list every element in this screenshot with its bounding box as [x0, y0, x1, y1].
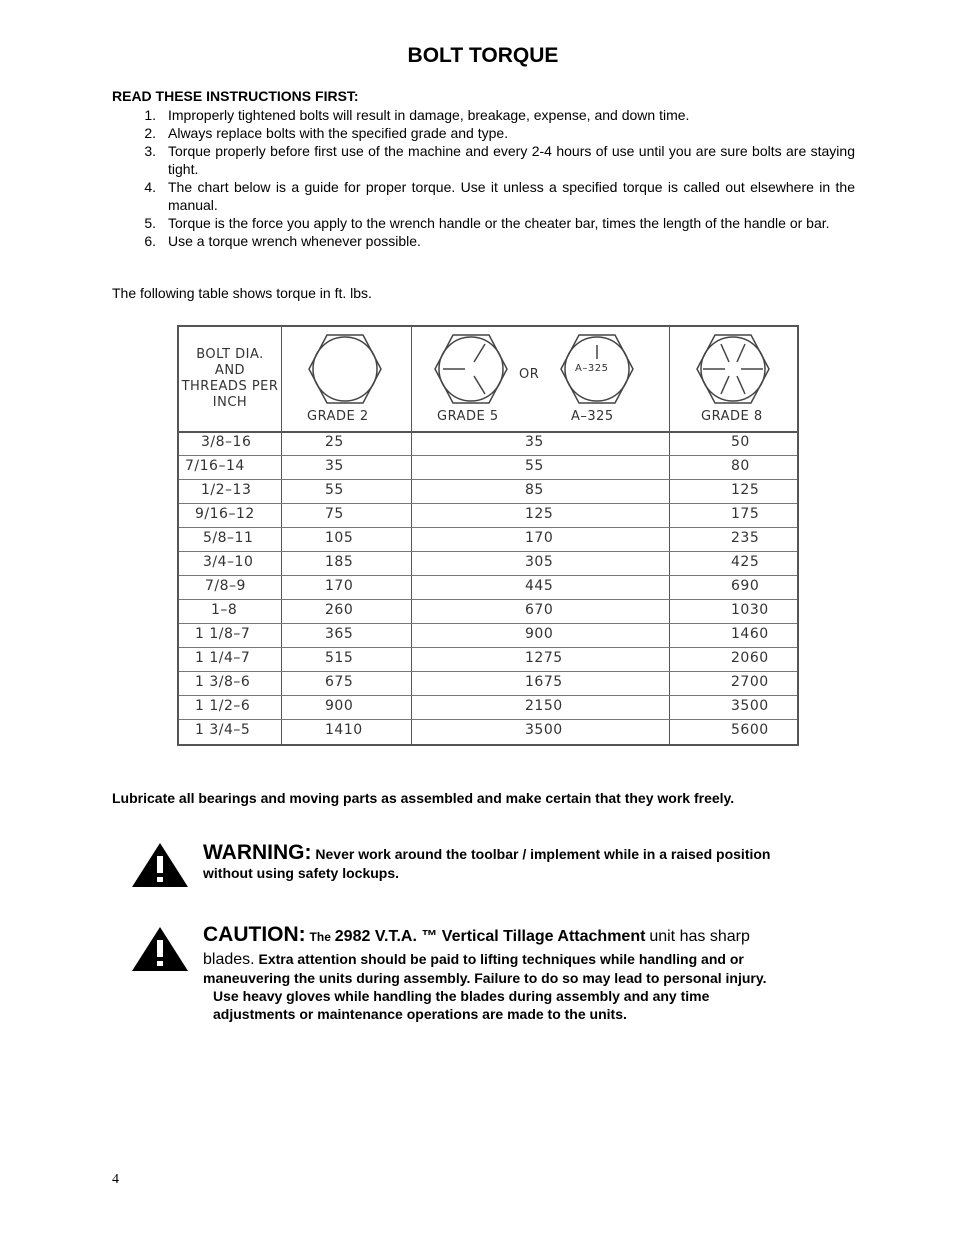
table-header-row [179, 327, 797, 433]
table-row: 9/16–12 75 125 175 [179, 503, 797, 528]
warning-text: Never work around the toolbar / implement while in a raised position [315, 846, 771, 862]
page-number: 4 [112, 1172, 119, 1187]
header-a325: A–325 [571, 409, 614, 424]
torque-table [177, 325, 799, 746]
header-grade2: GRADE 2 [307, 409, 369, 424]
item-text: The chart below is a guide for proper torque. Use it unless a specified torque is called out elsewhere in the manual. [168, 179, 855, 213]
caution-text: Extra attention should be paid to lifting techniques while handling and or [258, 951, 744, 967]
table-row: 1 3/4–5 1410 3500 5600 [195, 722, 769, 738]
item-number: 4. [144, 179, 156, 195]
caution-block [203, 922, 863, 1023]
warning-triangle-icon [131, 842, 189, 888]
table-row: 3/8–16 25 35 50 [179, 431, 797, 456]
table-row: 5/8–11 105 170 235 [179, 527, 797, 552]
header-or: OR [519, 367, 540, 382]
table-intro: The following table shows torque in ft. lbs. [112, 285, 372, 301]
caution-blades: blades. [203, 951, 255, 968]
item-number: 3. [144, 143, 156, 159]
item-number: 6. [144, 233, 156, 249]
item-text: Improperly tightened bolts will result in damage, breakage, expense, and down time. [168, 107, 690, 123]
list-item [112, 142, 855, 178]
item-text: Use a torque wrench whenever possible. [168, 233, 421, 249]
warning-text: without using safety lockups. [203, 865, 400, 881]
table-row: 7/16–14 35 55 80 [179, 455, 797, 480]
item-number: 1. [144, 107, 156, 123]
caution-label: CAUTION: [203, 923, 306, 946]
list-item [112, 232, 855, 250]
table-row: 1/2–13 55 85 125 [179, 479, 797, 504]
caution-text: Use heavy gloves while handling the blades during assembly and any time [213, 988, 710, 1004]
page-title: BOLT TORQUE [407, 44, 559, 67]
instructions-list [112, 106, 855, 250]
item-number: 5. [144, 215, 156, 231]
caution-text: adjustments or maintenance operations are made to the units. [213, 1006, 627, 1022]
caution-the: The [309, 930, 331, 944]
header-grade8: GRADE 8 [701, 409, 763, 424]
table-row: 1–8 260 670 1030 [179, 599, 797, 624]
list-item [112, 124, 855, 142]
table-row: 1 1/8–7 365 900 1460 [179, 623, 797, 648]
header-bolt-dia: BOLT DIA. AND THREADS PER INCH [181, 347, 279, 410]
table-row: 3/4–10 185 305 425 [179, 551, 797, 576]
caution-triangle-icon [131, 926, 189, 972]
caution-unit-text: unit has sharp [649, 928, 750, 945]
table-row: 7/8–9 170 445 690 [179, 575, 797, 600]
item-text: Always replace bolts with the specified grade and type. [168, 125, 509, 141]
list-item [112, 214, 855, 232]
table-row: 1 1/4–7 515 1275 2060 [179, 647, 797, 672]
grade5-bolt-head-icon [431, 331, 511, 407]
grade2-bolt-head-icon [305, 331, 385, 407]
item-text: Torque properly before first use of the machine and every 2-4 hours of use until you are sure bolts are staying tight. [168, 143, 855, 177]
warning-label: WARNING: [203, 841, 312, 864]
caution-text: maneuvering the units during assembly. Failure to do so may lead to personal injury. [203, 970, 767, 986]
item-number: 2. [144, 125, 156, 141]
a325-head-marking: A–325 [575, 363, 609, 374]
table-row: 1 1/2–6 900 2150 3500 [179, 695, 797, 720]
instructions-header: READ THESE INSTRUCTIONS FIRST: [112, 88, 359, 104]
list-item [112, 106, 855, 124]
item-text: Torque is the force you apply to the wrench handle or the cheater bar, times the length of the handle or bar. [168, 215, 830, 231]
warning-block [203, 843, 853, 883]
table-row: 1 3/8–6 675 1675 2700 [179, 671, 797, 696]
list-item [112, 178, 855, 214]
caution-product: 2982 V.T.A. ™ Vertical Tillage Attachment [334, 928, 646, 945]
header-grade5: GRADE 5 [437, 409, 499, 424]
lubricate-note: Lubricate all bearings and moving parts as assembled and make certain that they work freely. [112, 790, 735, 806]
grade8-bolt-head-icon [693, 331, 773, 407]
